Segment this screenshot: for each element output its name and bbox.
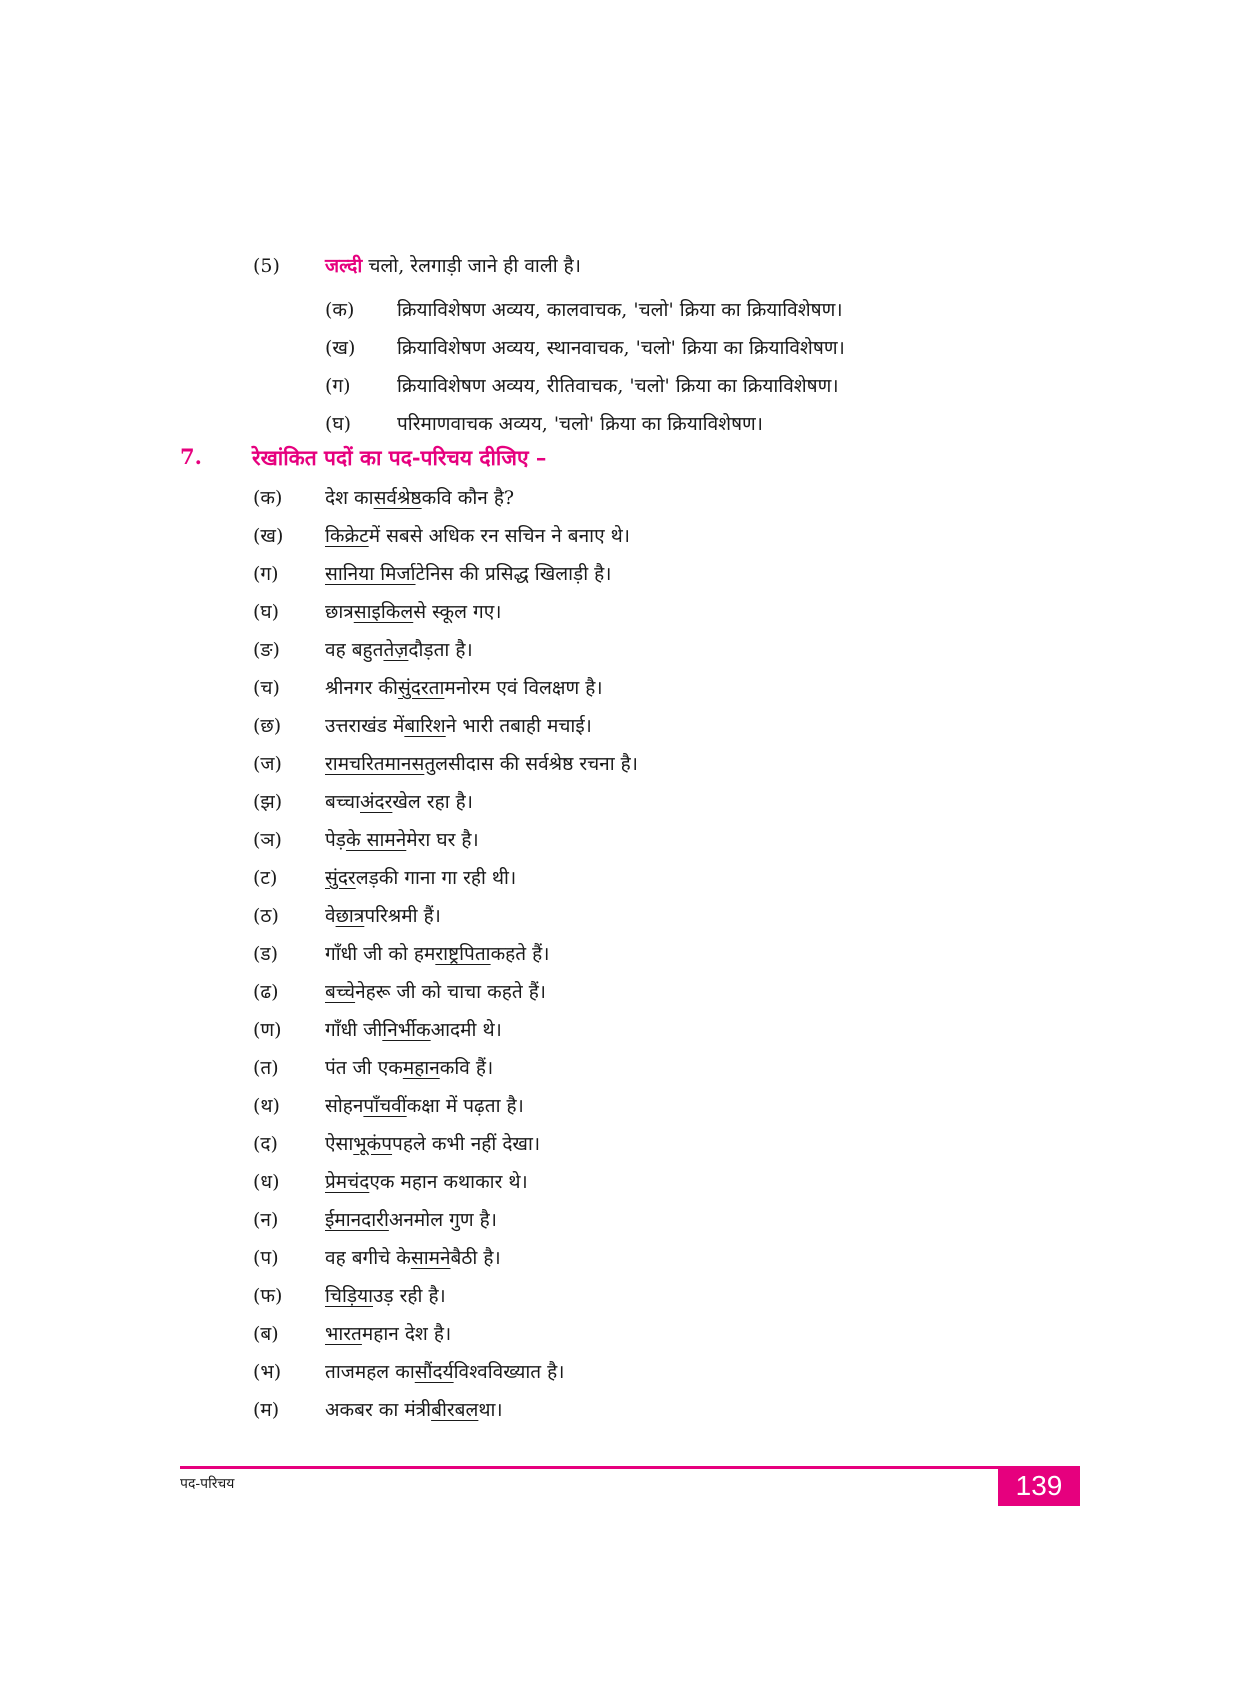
item-label: (ध) — [253, 1171, 280, 1193]
item-text-before: वह बहुत — [325, 639, 384, 661]
option-text: क्रियाविशेषण अव्यय, रीतिवाचक, 'चलो' क्रिया का क्रियाविशेषण। — [397, 375, 839, 397]
item-label: (घ) — [253, 601, 280, 623]
option-label: (ख) — [325, 337, 356, 359]
item-text-after: टेनिस की प्रसिद्ध खिलाड़ी है। — [415, 563, 612, 585]
underlined-word: महान — [402, 1057, 440, 1079]
option-text: परिमाणवाचक अव्यय, 'चलो' क्रिया का क्रियाविशेषण। — [397, 413, 763, 435]
item-text-before: गाँधी जी को हम — [325, 943, 436, 965]
exercise-item — [253, 1390, 638, 1428]
exercise-item — [253, 706, 638, 744]
item-label: (भ) — [253, 1361, 282, 1383]
underlined-word: ईमानदारी — [325, 1209, 389, 1231]
options-list — [325, 290, 845, 442]
option — [325, 366, 845, 404]
item-text-after: लड़की गाना गा रही थी। — [355, 867, 517, 889]
option — [325, 290, 845, 328]
item-label: (ण) — [253, 1019, 282, 1041]
item-label: (द) — [253, 1133, 278, 1155]
item-text-after: खेल रहा है। — [392, 791, 473, 813]
exercise-item — [253, 478, 638, 516]
item-label: (ट) — [253, 867, 278, 889]
item-text-after: अनमोल गुण है। — [388, 1209, 497, 1231]
item-label: (च) — [253, 677, 280, 699]
exercise-item — [253, 782, 638, 820]
underlined-word: रामचरितमानस — [325, 753, 425, 775]
item-label: (म) — [253, 1399, 280, 1421]
item-text-before: उत्तराखंड में — [325, 715, 405, 737]
footer-divider — [180, 1466, 1000, 1469]
underlined-word: साइकिल — [353, 601, 414, 623]
underlined-word: सौंदर्य — [414, 1361, 454, 1383]
exercise-item — [253, 1352, 638, 1390]
underlined-word: सानिया मिर्जा — [325, 563, 416, 585]
question-number: 7. — [180, 444, 202, 469]
exercise-item — [253, 1200, 638, 1238]
item-text-after: विश्वविख्यात है। — [453, 1361, 565, 1383]
option-text: क्रियाविशेषण अव्यय, स्थानवाचक, 'चलो' क्रिया का क्रियाविशेषण। — [397, 337, 845, 359]
underlined-word: अंदर — [360, 791, 393, 813]
item-text-before: पंत जी एक — [325, 1057, 403, 1079]
item-label: (ञ) — [253, 829, 282, 851]
exercise-list — [253, 478, 638, 1428]
item-text-before: बच्चा — [325, 791, 360, 813]
item-label: (ठ) — [253, 905, 279, 927]
exercise-item — [253, 1276, 638, 1314]
item-text-after: एक महान कथाकार थे। — [369, 1171, 528, 1193]
exercise-item — [253, 972, 638, 1010]
exercise-item — [253, 1010, 638, 1048]
exercise-item — [253, 1048, 638, 1086]
item-label: (प) — [253, 1247, 279, 1269]
item-label: (फ) — [253, 1285, 283, 1307]
question-title: रेखांकित पदों का पद-परिचय दीजिए – — [252, 445, 547, 470]
underlined-word: सर्वश्रेष्ठ — [373, 487, 422, 509]
exercise-item — [253, 630, 638, 668]
underlined-word: चिड़िया — [325, 1285, 374, 1307]
item-text-after: में सबसे अधिक रन सचिन ने बनाए थे। — [368, 525, 630, 547]
underlined-word: बीरबल — [431, 1399, 479, 1421]
exercise-item — [253, 744, 638, 782]
exercise-item — [253, 1086, 638, 1124]
item-text-after: मनोरम एवं विलक्षण है। — [444, 677, 603, 699]
underlined-word: छात्र — [335, 905, 365, 927]
exercise-item — [253, 934, 638, 972]
option — [325, 404, 845, 442]
item-label: (ढ) — [253, 981, 279, 1003]
underlined-word: भूकंप — [353, 1133, 393, 1155]
underlined-word: सुंदरता — [397, 677, 445, 699]
item-text-before: ऐसा — [325, 1133, 354, 1155]
underlined-word: प्रेमचंद — [325, 1171, 370, 1193]
option-label: (ग) — [325, 375, 351, 397]
underlined-word: सामने — [410, 1247, 451, 1269]
underlined-word: सुंदर — [325, 867, 356, 889]
item-text-before: देश का — [325, 487, 374, 509]
item-text-before: श्रीनगर की — [325, 677, 398, 699]
underlined-word: किक्रेट — [325, 525, 369, 547]
option-label: (क) — [325, 299, 355, 321]
item-text-before: वह बगीचे के — [325, 1247, 411, 1269]
item-label: (ङ) — [253, 639, 280, 661]
exercise-item — [253, 554, 638, 592]
item-label: (न) — [253, 1209, 279, 1231]
item-label: (थ) — [253, 1095, 280, 1117]
exercise-item — [253, 1162, 638, 1200]
exercise-item — [253, 516, 638, 554]
item-label: (त) — [253, 1057, 279, 1079]
underlined-word: पाँचवीं — [363, 1095, 407, 1117]
item-text-after: नेहरू जी को चाचा कहते हैं। — [355, 981, 546, 1003]
item-text-before: अकबर का मंत्री — [325, 1399, 432, 1421]
item-text-after: पहले कभी नहीं देखा। — [392, 1133, 541, 1155]
option-text: क्रियाविशेषण अव्यय, कालवाचक, 'चलो' क्रिया का क्रियाविशेषण। — [397, 299, 843, 321]
exercise-item — [253, 858, 638, 896]
option-label: (घ) — [325, 413, 352, 435]
exercise-item — [253, 668, 638, 706]
item-label: (ग) — [253, 563, 279, 585]
item-label: (ड) — [253, 943, 278, 965]
question-5 — [253, 252, 581, 278]
item-text-after: उड़ रही है। — [373, 1285, 446, 1307]
item-label: (क) — [253, 487, 283, 509]
option — [325, 328, 845, 366]
question-number: (5) — [253, 255, 280, 277]
exercise-item — [253, 592, 638, 630]
item-text-after: महान देश है। — [361, 1323, 452, 1345]
highlighted-word: जल्दी — [325, 255, 363, 277]
item-text-before: ताजमहल का — [325, 1361, 415, 1383]
item-label: (ज) — [253, 753, 282, 775]
item-text-before: पेड़ — [325, 829, 346, 851]
item-text-after: कहते हैं। — [490, 943, 550, 965]
underlined-word: तेज़ — [383, 639, 409, 661]
item-text-after: से स्कूल गए। — [413, 601, 502, 623]
item-label: (ख) — [253, 525, 284, 547]
underlined-word: राष्ट्रपिता — [435, 943, 491, 965]
item-text-before: सोहन — [325, 1095, 364, 1117]
exercise-item — [253, 896, 638, 934]
footer-chapter: पद-परिचय — [180, 1476, 235, 1492]
item-text-after: था। — [478, 1399, 503, 1421]
item-text-after: तुलसीदास की सर्वश्रेष्ठ रचना है। — [424, 753, 638, 775]
item-text-after: कवि हैं। — [439, 1057, 494, 1079]
underlined-word: बारिश — [404, 715, 446, 737]
item-text-after: मेरा घर है। — [406, 829, 479, 851]
underlined-word: के सामने — [345, 829, 407, 851]
underlined-word: निर्भीक — [382, 1019, 431, 1041]
exercise-item — [253, 1124, 638, 1162]
item-text-after: कक्षा में पढ़ता है। — [406, 1095, 524, 1117]
underlined-word: बच्चे — [325, 981, 356, 1003]
item-text-before: छात्र — [325, 601, 354, 623]
exercise-item — [253, 820, 638, 858]
item-text-after: आदमी थे। — [430, 1019, 502, 1041]
item-text-after: ने भारी तबाही मचाई। — [445, 715, 592, 737]
underlined-word: भारत — [325, 1323, 362, 1345]
exercise-item — [253, 1314, 638, 1352]
question-7-heading — [180, 444, 546, 472]
item-text-after: परिश्रमी हैं। — [364, 905, 441, 927]
item-text-after: बैठी है। — [450, 1247, 501, 1269]
item-text-before: गाँधी जी — [325, 1019, 383, 1041]
item-text-before: वे — [325, 905, 336, 927]
item-label: (झ) — [253, 791, 283, 813]
question-text: चलो, रेलगाड़ी जाने ही वाली है। — [362, 255, 581, 277]
item-label: (ब) — [253, 1323, 279, 1345]
page-number: 139 — [998, 1466, 1080, 1506]
item-text-after: कवि कौन है? — [421, 487, 515, 509]
item-label: (छ) — [253, 715, 282, 737]
item-text-after: दौड़ता है। — [408, 639, 473, 661]
exercise-item — [253, 1238, 638, 1276]
